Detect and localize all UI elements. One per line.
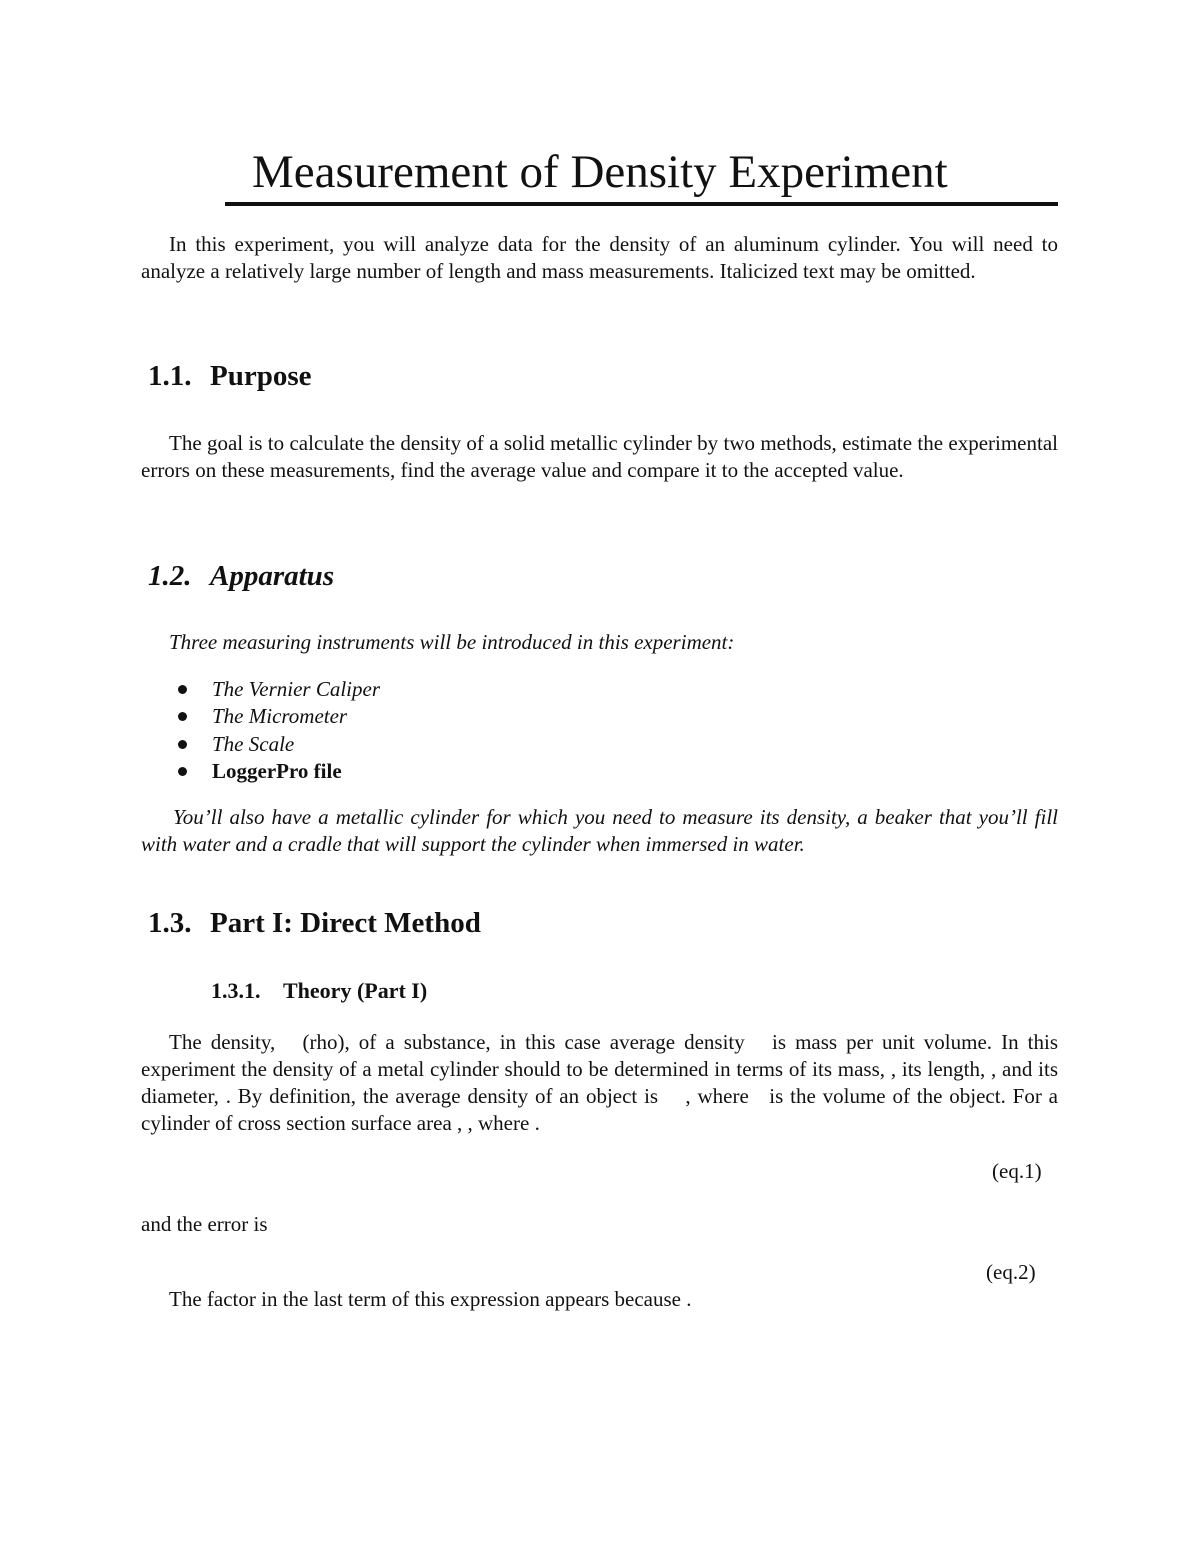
factor-text: The factor in the last term of this expression appears because . bbox=[169, 1287, 692, 1311]
purpose-paragraph: The goal is to calculate the density of a solid metallic cylinder by two methods, estimate the experimental errors on these measurements, find the average value and compare it to the accepted value. bbox=[141, 431, 1058, 482]
theory-title: Theory (Part I) bbox=[283, 978, 428, 1003]
purpose-number: 1.1. bbox=[148, 360, 192, 392]
eq1-label: (eq.1) bbox=[992, 1159, 1042, 1183]
apparatus-number: 1.2. bbox=[148, 560, 192, 592]
list-item bbox=[175, 731, 380, 758]
list-item-label: The Vernier Caliper bbox=[212, 677, 380, 701]
theory-number: 1.3.1. bbox=[211, 978, 261, 1003]
bullet-icon bbox=[178, 740, 187, 749]
bullet-icon bbox=[178, 712, 187, 721]
document-title: Measurement of Density Experiment bbox=[252, 146, 948, 198]
apparatus-closing: You’ll also have a metallic cylinder for which you need to measure its density, a beaker that you’ll fill with water and a cradle that will support the cylinder when immersed in water. bbox=[141, 805, 1058, 856]
bullet-icon bbox=[178, 767, 187, 776]
list-item-label: The Scale bbox=[212, 731, 295, 756]
purpose-title: Purpose bbox=[210, 360, 312, 392]
apparatus-title: Apparatus bbox=[210, 560, 335, 592]
theory-heading bbox=[211, 977, 427, 1005]
apparatus-intro: Three measuring instruments will be introduced in this experiment: bbox=[169, 630, 735, 654]
list-item-label: LoggerPro file bbox=[212, 758, 342, 783]
apparatus-list bbox=[175, 676, 380, 785]
theory-paragraph: The density, (rho), of a substance, in this case average density is mass per unit volume. In this experiment the density of a metal cylinder should to be determined in terms of its mass, , its length, , and its diameter, . By definition, the average density of an object is , where is the volume of the object. For a cylinder of cross section surface area , , where . bbox=[141, 1030, 1064, 1135]
eq2-label: (eq.2) bbox=[986, 1260, 1036, 1284]
list-item bbox=[175, 758, 380, 785]
purpose-heading bbox=[148, 358, 312, 394]
error-text: and the error is bbox=[141, 1212, 268, 1236]
bullet-icon bbox=[178, 685, 187, 694]
part1-title: Part I: Direct Method bbox=[210, 907, 481, 939]
intro-paragraph: In this experiment, you will analyze data for the density of an aluminum cylinder. You will need to analyze a relatively large number of length and mass measurements. Italicized text may be omitted. bbox=[141, 232, 1058, 283]
part1-number: 1.3. bbox=[148, 907, 192, 939]
list-item-label: The Micrometer bbox=[212, 704, 348, 729]
part1-heading bbox=[148, 905, 481, 941]
list-item bbox=[175, 703, 380, 730]
title-block bbox=[225, 140, 1058, 206]
list-item bbox=[175, 676, 380, 703]
apparatus-heading bbox=[148, 558, 334, 594]
